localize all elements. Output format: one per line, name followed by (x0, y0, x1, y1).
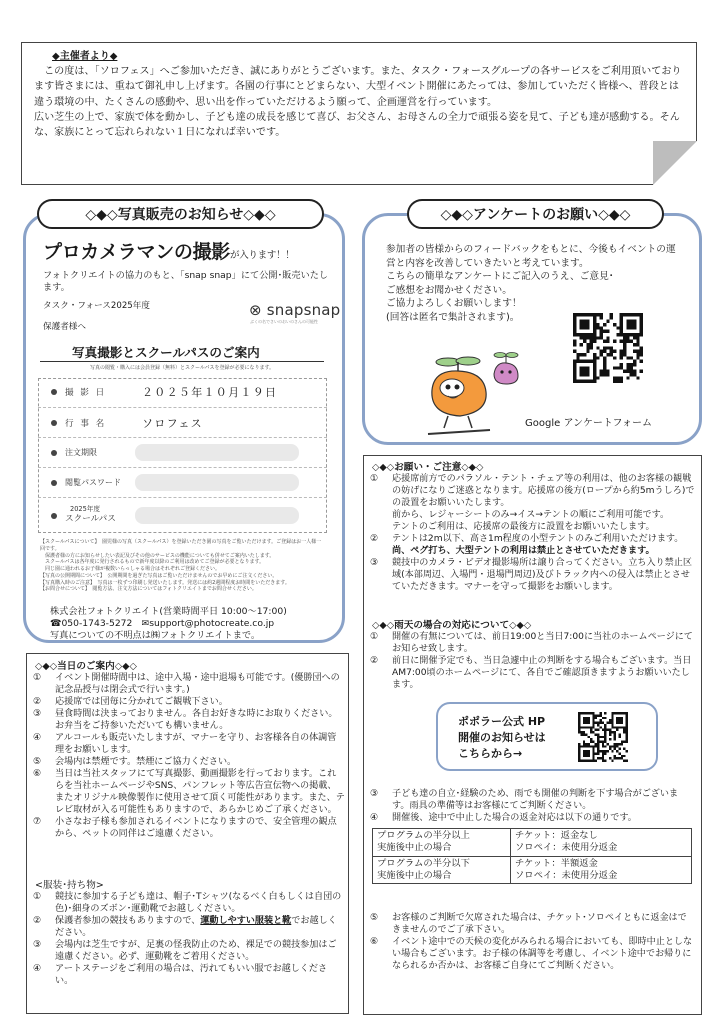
survey-line: ご感想をお聞かせください。 (386, 284, 512, 296)
list-item (33, 891, 345, 915)
item-number: ⑥ (33, 769, 42, 779)
item-text: 開催の有無については、前日19:00と当日7:00に当社のホームページにてお知らせ致します。 (392, 632, 693, 654)
cell-line: チケット：半額返金 (515, 857, 598, 869)
item-number: ③ (33, 709, 42, 719)
item-text: 子ども達の自立･経験のため、雨でも開催の判断を下す場合がございます。雨具の準備等はお客様にてご判断ください。 (392, 789, 679, 811)
ticket-row-date (38, 378, 327, 408)
refund-table (372, 828, 692, 884)
photocreate-contact (50, 606, 340, 642)
table-row (373, 829, 692, 857)
list-item (33, 768, 345, 816)
cell-line: ソロペイ：未使用分返金 (515, 842, 618, 854)
rain-list (370, 631, 695, 691)
organizer-message-box (21, 42, 697, 185)
list-item (33, 939, 345, 963)
ticket-row-deadline (38, 438, 327, 468)
headline-main: プロカメラマンの撮影 (43, 241, 231, 263)
item-number: ③ (370, 558, 379, 568)
fine-print-line: 【写真の公開期間について】 公開期間を過ぎた写真はご覧いただけませんのでお早めにご注文ください。 (40, 572, 278, 579)
list-item (33, 732, 345, 756)
survey-line: (回答は匿名で集計されます)。 (386, 311, 520, 323)
survey-line: こちらの簡単なアンケートにご記入のうえ、ご意見･ (386, 271, 614, 283)
item-text: 競技に参加する子ども達は、帽子･Tシャツ(なるべく白もしくは自団の色)･細身のズボン･運動靴でお越しください。 (55, 892, 342, 914)
guide-divider (40, 361, 324, 362)
list-item (370, 912, 695, 936)
photo-sales-heading: ◇◆◇写真販売のお知らせ◇◆◇ (37, 199, 324, 229)
item-text: アートステージをご利用の場合は、汚れてもいい服でお越しください。 (55, 964, 328, 986)
rain-title: ◇◆◇雨天の場合の対応について◇◆◇ (372, 620, 532, 631)
item-text: 前から、レジャーシートのみ→イス→テントの順にご利用可能です。 (392, 510, 670, 520)
item-number: ④ (370, 813, 379, 823)
ticket-value: ソロフェス (142, 417, 203, 430)
survey-heading: ◇◆◇アンケートのお願い◇◆◇ (407, 199, 664, 229)
table-cell (511, 856, 692, 884)
item-text-part: でお越しください。 (55, 916, 337, 938)
fine-print-line: スクールパスは各年度に発行されるもので新年度以降のご利用は改めてご登録が必要となります。 (40, 559, 265, 566)
cell-line: チケット：返金なし (515, 830, 598, 841)
item-text: イベント途中での天候の変化がみられる場合においても、即時中止としない場合もございます。お子様の体調等を考慮し、イベント途中でお帰りになられるか否かは、お客様ご自身にてご判断ください。 (392, 937, 693, 971)
ticket-sublabel: 2025年度 (70, 505, 100, 513)
cell-line: 実施後中止の場合 (377, 869, 452, 881)
list-item (370, 533, 695, 557)
item-number: ④ (33, 733, 42, 743)
item-number: ④ (33, 964, 42, 974)
fine-print (40, 539, 325, 593)
list-item (370, 812, 695, 824)
list-item (33, 756, 345, 768)
survey-line: ご協力よろしくお願いします！ (386, 298, 522, 310)
item-number: ② (370, 656, 379, 666)
table-cell (373, 829, 511, 857)
contact-phone-email[interactable]: ☎050-1743-5272 ✉support@photocreate.co.jp (50, 618, 275, 630)
bullet-icon (51, 513, 57, 519)
fine-print-line: 保護者様の方にお知らせしたい表記及びその他のサービスの機能についても併せてご案内いたします。 (40, 552, 275, 559)
item-text: 昼食時間は決まっておりません。各自お好きな時にお取りください。お弁当をご持参いただいても構いません。 (55, 709, 338, 731)
hp-line: 開催のお知らせは (458, 730, 546, 744)
ticket-label: 撮 影 日 (65, 388, 107, 398)
contact-company: 株式会社フォトクリエイト(営業時間平日 10:00～17:00) (50, 606, 287, 617)
table-cell (373, 856, 511, 884)
item-number: ② (33, 697, 42, 707)
item-number: ③ (370, 789, 379, 799)
clothing-list (33, 891, 345, 987)
day-info-title: ◇◆◇当日のご案内◇◆◇ (35, 661, 137, 672)
organizer-paragraph: この度は、「ソロフェス」へご参加いただき、誠にありがとうございます。また、タスク・フォースグループの各サービスをご利用頂いております皆さまには、重ねて御礼申し上げます。各園の行事にとどまらない、大型イベント開催にあたっては、参加していただく皆様へ、普段とは違う環境の中、たくさんの感動や、思い出を作っていただけるよう願って、企画運営を行っています。 (34, 66, 682, 108)
page-fold-decoration (653, 141, 697, 185)
ticket-label: 注文期限 (65, 448, 97, 457)
item-text: テントは2m以下、高さ1m程度の小型テントのみご利用いただけます。 (392, 534, 684, 544)
item-number: ⑦ (33, 817, 42, 827)
item-text: お客様のご判断で欠席された場合は、チケット･ソロペイともに返金はできませんのでご了承下さい。 (392, 913, 687, 935)
item-text-bold: 尚、ペグ打ち、大型テントの利用は禁止とさせていただきます。 (392, 546, 655, 556)
clothing-title: <服装･持ち物> (35, 880, 104, 891)
ticket-value: ２０２５年１０月１９日 (142, 386, 278, 399)
list-item (370, 473, 695, 533)
bullet-icon (51, 450, 57, 456)
hp-qr-code[interactable] (578, 712, 628, 762)
organizer-year-label: タスク・フォース2025年度 (43, 301, 150, 311)
item-text-part: 保護者参加の競技もありますので、 (55, 916, 201, 926)
list-item (33, 708, 345, 732)
item-number: ③ (33, 940, 42, 950)
item-number: ⑤ (33, 757, 42, 767)
item-text: 前日に開催予定でも、当日急遽中止の判断をする場合もございます。当日AM7:00頃のホームページにて、各自でご確認頂きますようお願いいたします。 (392, 656, 692, 690)
cell-line: 実施後中止の場合 (377, 842, 452, 854)
table-cell (511, 829, 692, 857)
item-text: アルコールも販売いたしますが、マナーを守り、お客様各自の体調管理をお願いします。 (55, 733, 337, 755)
cell-line: ソロペイ：未使用分返金 (515, 869, 618, 881)
photo-description: フォトクリエイトの協力のもと、「snap snap」にて公開･販売いたします。 (43, 270, 329, 294)
fine-print-line: 【写真購入時のご注意】 写真は一枚ずつ印刷し発送いたします。発送には約2週間程度お時間をいただきます。 (40, 579, 290, 586)
list-item (370, 557, 695, 593)
list-item (33, 672, 345, 696)
survey-line: 参加者の皆様からのフィードバックをもとに、今後もイベントの運営と内容を改善していきたいと考えています。 (386, 244, 676, 269)
list-item (33, 915, 345, 939)
recipient-label: 保護者様へ (43, 322, 86, 332)
guide-note: 写真の閲覧・購入には会員登録（無料）とスクールパスを登録が必要になります。 (90, 365, 275, 371)
item-text: 当日は当社スタッフにて写真撮影、動画撮影を行っております。これらを当社ホームページやSNS、パンフレット等広告宣伝物への掲載、またオリジナル映像製作に使用させて頂く可能性があります。また、テレビ取材が入る可能性もありますので、あらかじめご了承ください。 (55, 769, 345, 815)
survey-qr-code[interactable] (573, 313, 643, 383)
headline-suffix: が入ります！！ (230, 250, 295, 261)
item-text: 応援席では団毎に分かれてご観戦下さい。 (55, 697, 228, 707)
bullet-icon (51, 420, 57, 426)
item-number: ⑤ (370, 913, 379, 923)
list-item (33, 963, 345, 987)
item-text: 競技中のカメラ・ビデオ撮影場所は譲り合ってください。立ち入り禁止区域(本部周辺、入場門・退場門周辺)及びトラック内への侵入は禁止とさせていただきます。マナーを守って撮影をお願いします。 (392, 558, 692, 592)
bullet-icon (51, 389, 57, 395)
fine-print-line: 【スクールパスについて】 園児様の写真（スクールパス）を登録いただき園の写真をご覧いただけます。ご登録はお一人様一回です。 (40, 539, 322, 552)
item-number: ① (33, 673, 42, 683)
item-text: 応援席前方でのパラソル・テント・チェア等の利用は、他のお客様の観戦の妨げになりご迷惑となります。応援席の後方(ロープから約5mうしろ)での設置をお願いいたします。 (392, 474, 695, 508)
list-item (370, 936, 695, 972)
ticket-row-event (38, 408, 327, 438)
rain-list-final (370, 912, 695, 972)
ticket-label: 行 事 名 (65, 419, 107, 429)
table-row (373, 856, 692, 884)
list-item (370, 788, 695, 812)
ticket-row-school-pass (38, 498, 327, 533)
item-text: 開催後、途中で中止した場合の返金対応は以下の通りです。 (392, 813, 637, 823)
item-number: ① (370, 632, 379, 642)
guide-title: 写真撮影とスクールパスのご案内 (72, 345, 260, 360)
item-text: 小さなお子様も参加されるイベントになりますので、安全管理の観点から、ペットの同伴はご遠慮ください。 (55, 817, 337, 839)
mascot-illustration (410, 350, 540, 440)
item-text (55, 915, 345, 939)
item-number: ① (370, 474, 379, 484)
organizer-paragraph: 広い芝生の上で、家族で体を動かし、子ども達の成長を感じて喜び、お父さん、お母さんの全力で頑張る姿を見て、子ども達が感動する。そんな、家族にとって忘れられない１日になれば幸いです。 (34, 111, 680, 139)
google-form-label[interactable]: Google アンケートフォーム (525, 418, 653, 429)
cell-line: プログラムの半分以下 (377, 857, 470, 869)
item-number: ⑥ (370, 937, 379, 947)
redacted-value (135, 507, 299, 524)
list-item (370, 655, 695, 691)
pro-camera-headline (43, 237, 294, 264)
item-number: ② (370, 534, 379, 544)
item-text: 会場内は禁煙です。禁煙にご協力ください。 (55, 757, 237, 767)
list-item (370, 631, 695, 655)
snapsnap-logo: ⊗ snapsnap (249, 301, 341, 319)
hp-line: こちらから→ (458, 746, 523, 760)
redacted-value (135, 474, 299, 491)
bullet-icon (51, 480, 57, 486)
fine-print-line: 【お問合せについて】 閲覧方法、注文方法についてはフォトクリエイトまでお問合せください。 (40, 586, 257, 593)
ticket-label: 閲覧パスワード (65, 478, 121, 487)
list-item (33, 696, 345, 708)
ticket-label: スクールパス (65, 514, 116, 524)
item-text: 会場内は芝生ですが、足裏の怪我防止のため、裸足での競技参加はご遠慮ください。必ず、運動靴をご着用ください。 (55, 940, 337, 962)
day-info-list (33, 672, 345, 840)
ticket-row-password (38, 468, 327, 498)
organizer-body (34, 64, 684, 141)
item-number: ① (33, 892, 42, 902)
contact-note: 写真についての不明点は㈱フォトクリエイトまで。 (50, 630, 261, 642)
organizer-title: ◆主催者より◆ (52, 51, 118, 62)
item-number: ② (33, 916, 42, 926)
list-item (33, 816, 345, 840)
official-hp-text[interactable] (458, 714, 546, 761)
redacted-value (135, 444, 299, 461)
item-text-emphasis: 運動しやすい服装と靴 (200, 916, 292, 926)
fine-print-line: 同じ園に通われるお子様が複数いらっしゃる場合はそれぞれご登録ください。 (40, 566, 221, 572)
item-text: テントのご利用は、応援席の最後方に設置をお願いいたします。 (392, 522, 655, 532)
requests-list (370, 473, 695, 593)
requests-title: ◇◆◇お願い・ご注意◇◆◇ (372, 462, 484, 473)
cell-line: プログラムの半分以上 (377, 830, 470, 841)
snapsnap-logo-tagline: ぶくの名でさいのおいのさんの可能性 (250, 319, 318, 324)
rain-list-continued (370, 788, 695, 824)
hp-line: ポポラー公式 HP (458, 715, 546, 728)
item-text: イベント開催時間中は、途中入場・途中退場も可能です。(優勝団への記念品授与は閉会式で行います。) (55, 673, 340, 695)
